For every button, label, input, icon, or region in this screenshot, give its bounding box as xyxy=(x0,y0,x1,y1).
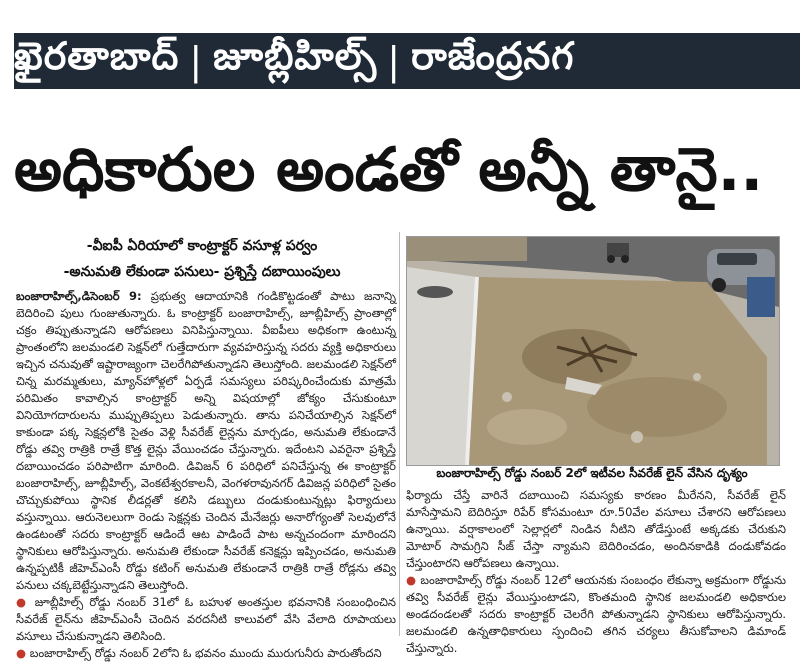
column-divider xyxy=(399,232,400,636)
bullet-icon: ● xyxy=(16,595,29,609)
banner-section-khairatabad: ఖైరతాబాద్ xyxy=(14,34,180,78)
photo-caption: బంజారాహిల్స్ రోడ్డు నంబర్ 2లో ఇటీవల సీవరేజ్ లైన్ వేసిన దృశ్యం xyxy=(436,466,748,480)
sewer-line-photo xyxy=(407,237,779,465)
section-banner xyxy=(14,33,800,89)
bullet-paragraph xyxy=(406,572,786,657)
headline: అధికారుల అండతో అన్నీ తానై.. xyxy=(14,135,764,205)
banner-separator: | xyxy=(387,39,402,83)
banner-section-rajendranagar: రాజేంద్రనగ xyxy=(411,34,575,78)
banner-separator: | xyxy=(189,39,204,83)
article-paragraph xyxy=(16,288,396,594)
bullet-icon: ● xyxy=(406,573,417,587)
bullet-paragraph xyxy=(16,594,396,645)
bullet-text: బంజారాహిల్స్ రోడ్డు నంబర్ 12లో ఆయనకు సంబంధం లేకున్నా అక్రమంగా రోడ్డును తవ్వి సీవరేజ్ లైన్లు వేయిస్తుంటాడని, కొంతమంది స్థానిక జలమండలి అధికారుల అండదండలతో సదరు కాంట్రాక్టర్ చెలరేగి పోతున్నాడని స్థానికులు ఆరోపిస్తున్నారు. జలమండలి ఉన్నతాధికారులు స్పందించి తగిన చర్యలు తీసుకోవాలని డిమాండ్ చేస్తున్నారు. xyxy=(406,573,786,655)
bullet-paragraph xyxy=(16,645,396,662)
banner-section-jubileehills: జూబ్లీహిల్స్ xyxy=(213,34,378,78)
dateline: బంజారాహిల్స్,డిసెంబర్ 9: xyxy=(16,289,142,303)
bullet-text: బంజారాహిల్స్ రోడ్డు నంబర్ 2లోని ఓ భవనం ముందు మురుగునీరు పారుతోందని xyxy=(29,646,382,660)
article-left-column xyxy=(16,288,397,660)
deck-line-2: -అనుమతి లేకుండా పనులు- ప్రశ్నిస్తే దబాయింపులు xyxy=(63,264,341,280)
article-text: ప్రభుత్వ ఆదాయానికి గండికొట్టడంతో పాటు జనాన్ని బెదిరించి పులు గుంజుతున్నారు. ఓ కాంట్రాక్టర్ బంజారాహిల్స్, జూబ్లీహిల్స్ ప్రాంతాల్లో చక్రం తిప్పుతున్నాడని ఆరోపణలు వినిపిస్తున్నాయి. వీఐపీలు అధికంగా ఉంటున్న ప్రాంతంలోని జలమండలి సెక్షన్‌లో గుత్తేదారుగా వ్యవహరిస్తున్న సదరు వ్యక్తి అధికారులు ఇచ్చిన చనువుతో ఇష్టారాజ్యంగా చెలరేగిపోతున్నాడని తెలుస్తోంది. జలమండలి సెక్షన్‌లో చిన్న మరమ్మతులు, మ్యాన్‌హోళ్లలో ఏర్పడే సమస్యలు పరిష్కరించేందుకు మాత్రమే పరిమితం కావాల్సిన కాంట్రాక్టర్ అన్ని విషయాల్లో జోక్యం చేసుకుంటూ వినియోగదారులను ముప్పుతిప్పలు పెడుతున్నారు. తాను పనిచేయాల్సిన సెక్షన్‌లో కాకుండా పక్క సెక్షన్లలోకి సైతం వెళ్లి సీవరేజ్ లైన్లను మార్చడం, అనుమతి లేకుండానే రోడ్డు తవ్వి రాత్రికి రాత్రే కొత్త లైన్లు వేయించడం చేస్తున్నారు. ఇదేంటని ఎవరైనా ప్రశ్నిస్తే దబాయించడం పరిపాటిగా మారింది. డివిజన్ 6 పరిధిలో పనిచేస్తున్న ఈ కాంట్రాక్టర్ బంజారాహిల్స్, జూబ్లీహిల్స్, వెంకటేశ్వరకాలనీ, వెంగళరావునగర్ డివిజన్ల పరిధిలో సైతం చొచ్చుకుపోయి స్థానిక లీడర్లతో కలిసి డబ్బులు దండుకుంటున్నట్లు ఫిర్యాదులు వస్తున్నాయి. ఆరునెలలుగా రెండు సెక్షన్లకు చెందిన మేనేజర్లు అనారోగ్యంతో సెలవులోనే ఉండటంతో సదరు కాంట్రాక్టర్ ఆడిందే ఆట పాడిందే పాట అన్నచందంగా మారిందని స్థానికులు ఆరోపిస్తున్నారు. అనుమతి లేకుండా సీవరేజ్ కనెక్షన్లు ఇప్పించడం, అనుమతి ఉన్నప్పటికీ జీహెచ్ఎంసీ రోడ్డు కటింగ్ అనుమతి లేకుండానే రాత్రికి రాత్రే రోడ్లను తవ్వి పనులు చక్కబెట్టేస్తున్నాడని తెలుస్తోంది. xyxy=(16,289,396,592)
article-paragraph: ఫిర్యాదు చేస్తే వారినే దబాయించి సమస్యకు కారణం మీరేనని, సీవరేజ్ లైన్ మాసేస్తామని బెదిరిస్తూ రిపేర్ కోసమంటూ రూ.50వేల వసూలు చేశారని ఆరోపణలు ఉన్నాయి. వర్షాకాలంలో సెల్లార్లలో నిండిన నీటిని తోడేస్తుంటే అక్కడకు చేరుకుని మోటార్ సామగ్రిని సీజ్ చేస్తా న్యామని బెదిరించడం, అందినకాడికి దండుకోవడం చేస్తుంటారని ఆరోపణలు ఉన్నాయి. xyxy=(406,488,786,570)
deck-line-1: -వీఐపీ ఏరియాలో కాంట్రాక్టర్ వసూళ్ల పర్వం xyxy=(86,238,318,254)
article-right-column xyxy=(406,487,786,655)
bullet-icon: ● xyxy=(16,646,27,660)
bullet-text: జూబ్లీహిల్స్ రోడ్డు నంబర్ 31లో ఓ బహుళ అంతస్తుల భవనానికి సంబంధించిన సీవరేజ్ లైన్‌ను జీహెచ్ఎంసీ చెందిన వరదనీటి కాలువలో వేసి వేలాది రూపాయలు వసూలు చేసుకున్నాడని తెలిసింది. xyxy=(16,595,397,643)
news-photo xyxy=(406,236,780,466)
